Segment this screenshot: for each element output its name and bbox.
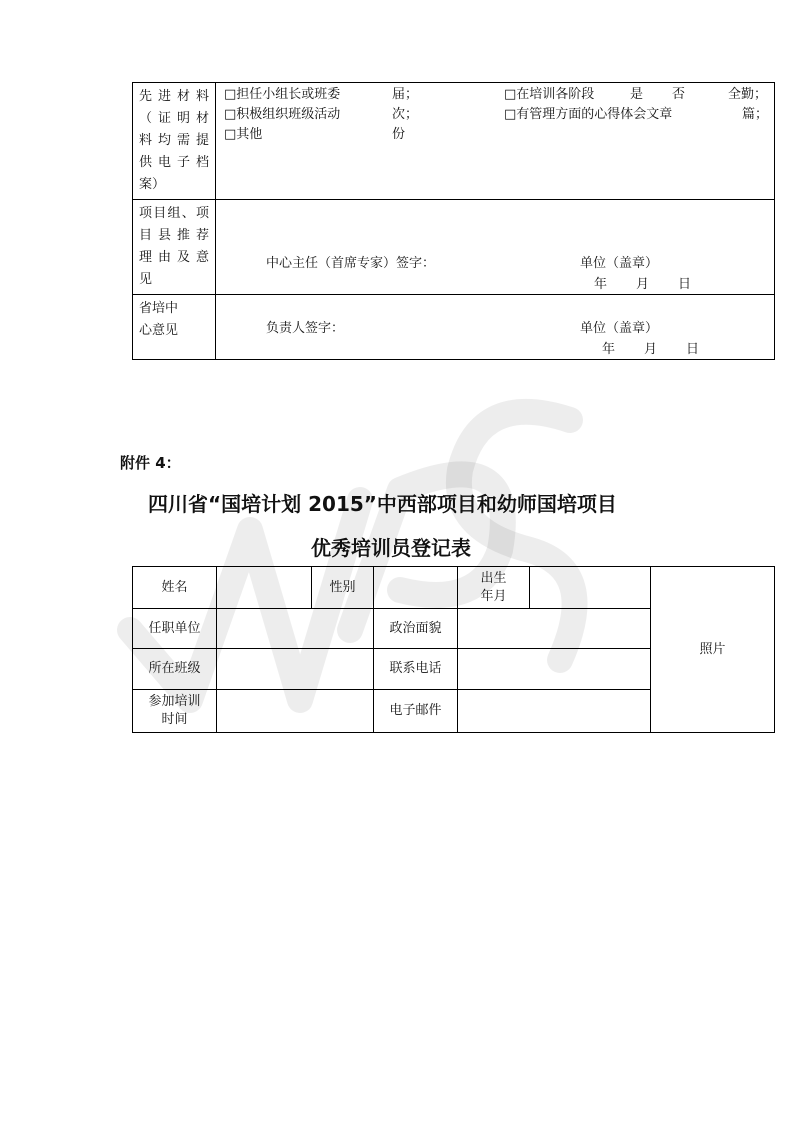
email-label: 电子邮件: [374, 690, 458, 733]
advanced-materials-label: 先进材料 （证明材 料均需提 供电子档 案）: [133, 83, 216, 200]
responsible-signature-label: 负责人签字：: [266, 321, 345, 336]
class-value[interactable]: [217, 649, 374, 690]
option-management-article: □有管理方面的心得体会文章: [504, 107, 673, 122]
option-full-attendance: □在培训各阶段: [504, 87, 595, 102]
director-signature-label: 中心主任（首席专家）签字：: [266, 256, 436, 271]
political-label: 政治面貌: [374, 609, 458, 649]
political-value[interactable]: [458, 609, 651, 649]
advanced-materials-options: □担任小组长或班委 届； □积极组织班级活动 次； □其他 份 □在培训各阶段 是 否 全勤； □有管理方面的心得体会文章 篇；: [216, 83, 775, 200]
unit-seal-label-2: 单位（盖章）: [580, 321, 659, 336]
name-label: 姓名: [133, 567, 217, 609]
training-time-label: 参加培训 时间: [133, 690, 217, 733]
province-center-label: 省培中 心意见: [133, 295, 216, 360]
form-title-line1: 四川省“国培计划 2015”中西部项目和幼师国培项目: [148, 492, 617, 516]
option-other: □其他: [224, 127, 263, 142]
attachment-label: 附件 4：: [120, 454, 181, 472]
class-label: 所在班级: [133, 649, 217, 690]
unit-label: 任职单位: [133, 609, 217, 649]
unit-seal-label: 单位（盖章）: [580, 256, 659, 271]
gender-label: 性别: [312, 567, 374, 609]
email-value[interactable]: [458, 690, 651, 733]
form-title-line2: 优秀培训员登记表: [311, 536, 471, 560]
birth-value[interactable]: [530, 567, 651, 609]
name-value[interactable]: [217, 567, 312, 609]
birth-label: 出生 年月: [458, 567, 530, 609]
option-class-activity: □积极组织班级活动: [224, 107, 341, 122]
phone-value[interactable]: [458, 649, 651, 690]
project-recommend-content: 中心主任（首席专家）签字： 单位（盖章） 年 月 日: [216, 200, 775, 295]
phone-label: 联系电话: [374, 649, 458, 690]
project-recommend-label: 项目组、项 目县推荐 理由及意 见: [133, 200, 216, 295]
unit-value[interactable]: [217, 609, 374, 649]
gender-value[interactable]: [374, 567, 458, 609]
evaluation-table: [132, 82, 775, 360]
training-time-value[interactable]: [217, 690, 374, 733]
registration-table: [132, 566, 775, 733]
photo-cell[interactable]: 照片: [651, 567, 775, 733]
province-center-content: 负责人签字： 单位（盖章） 年 月 日: [216, 295, 775, 360]
option-group-leader: □担任小组长或班委: [224, 87, 341, 102]
